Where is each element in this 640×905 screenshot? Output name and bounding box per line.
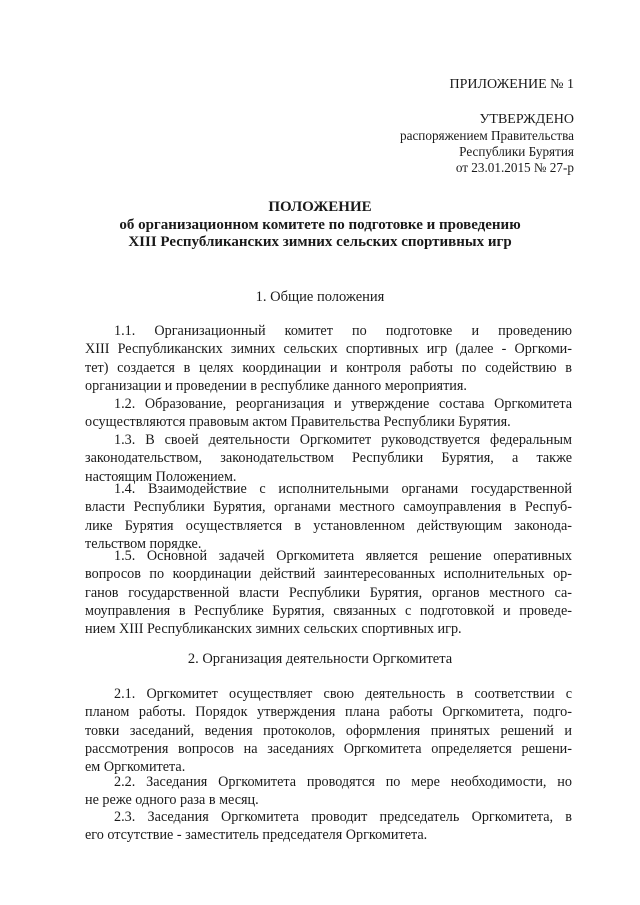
text-line: XIII Республиканских зимних сельских спортивных игр (далее - Оргкоми-: [85, 341, 572, 358]
approval-line: УТВЕРЖДЕНО: [479, 112, 574, 127]
text-line: тельством порядке.: [85, 535, 202, 552]
text-line: 2.3. Заседания Оргкомитета проводит председатель Оргкомитета, в: [114, 809, 572, 825]
text-line: 2.1. Оргкомитет осуществляет свою деятельность в соответствии с: [114, 686, 572, 702]
text-line: его отсутствие - заместитель председателя Оргкомитета.: [85, 827, 428, 844]
approval-line: распоряжением Правительства: [400, 128, 574, 143]
document-title: [60, 199, 580, 252]
text-line: 1.3. В своей деятельности Оргкомитет руководствуется федеральным: [114, 432, 572, 448]
title-line: XIII Республиканских зимних сельских спортивных игр: [128, 234, 512, 250]
paragraph-1-1: [85, 322, 572, 395]
text-line: рассмотрения вопросов на заседаниях Оргкомитета определяется решени-: [85, 740, 572, 757]
section-heading: 2. Организация деятельности Оргкомитета: [187, 651, 453, 667]
title-line: ПОЛОЖЕНИЕ: [268, 199, 372, 215]
text-line: настоящим Положением.: [85, 468, 237, 485]
appendix-label: ПРИЛОЖЕНИЕ № 1: [449, 77, 574, 92]
approval-stamp: [400, 112, 574, 176]
paragraph-2-2: [85, 773, 572, 810]
text-line: 1.5. Основной задачей Оргкомитета является решение оперативных: [114, 548, 572, 564]
text-line: 2.2. Заседания Оргкомитета проводятся по мере необходимости, но: [114, 774, 572, 790]
text-line: 1.1. Организационный комитет по подготовке и проведению: [114, 323, 572, 339]
text-line: лике Бурятия осуществляется в установленном действующим законода-: [85, 517, 572, 534]
paragraph-1-3: [85, 431, 572, 486]
paragraph-1-2: [85, 395, 572, 432]
text-line: власти Республики Бурятия, органами местного самоуправления в Респуб-: [85, 499, 572, 516]
text-line: моуправления в Республике Бурятия, связанных с подготовкой и проведе-: [85, 602, 572, 619]
text-line: нием XIII Республиканских зимних сельских спортивных игр.: [85, 621, 462, 638]
approval-line: от 23.01.2015 № 27-р: [455, 160, 574, 175]
text-line: осуществляются правовым актом Правительства Республики Бурятия.: [85, 414, 511, 431]
approval-line: Республики Бурятия: [459, 144, 574, 159]
title-line: об организационном комитете по подготовке и проведению: [119, 216, 521, 233]
paragraph-1-4: [85, 480, 572, 553]
text-line: организации и проведении в республике данного мероприятия.: [85, 377, 467, 394]
text-line: не реже одного раза в месяц.: [85, 792, 259, 809]
text-line: вопросов по координации действий заинтересованных исполнительных ор-: [85, 566, 572, 583]
text-line: 1.2. Образование, реорганизация и утверждение состава Оргкомитета: [114, 396, 572, 412]
section-heading: 1. Общие положения: [255, 289, 385, 305]
text-line: ганов государственной власти Республики Бурятия, органов местного са-: [85, 584, 572, 601]
text-line: планом работы. Порядок утверждения плана работы Оргкомитета, подго-: [85, 704, 572, 721]
paragraph-1-5: [85, 547, 572, 638]
text-line: ем Оргкомитета.: [85, 759, 186, 776]
text-line: тет) создается в целях координации и контроля работы по содействию в: [85, 359, 572, 376]
paragraph-2-1: [85, 685, 572, 776]
text-line: законодательством, законодательством Республики Бурятия, а также: [85, 450, 572, 467]
text-line: 1.4. Взаимодействие с исполнительными органами государственной: [114, 481, 572, 497]
text-line: товки заседаний, ведения протоколов, оформления принятых решений и: [85, 722, 572, 739]
paragraph-2-3: [85, 808, 572, 845]
